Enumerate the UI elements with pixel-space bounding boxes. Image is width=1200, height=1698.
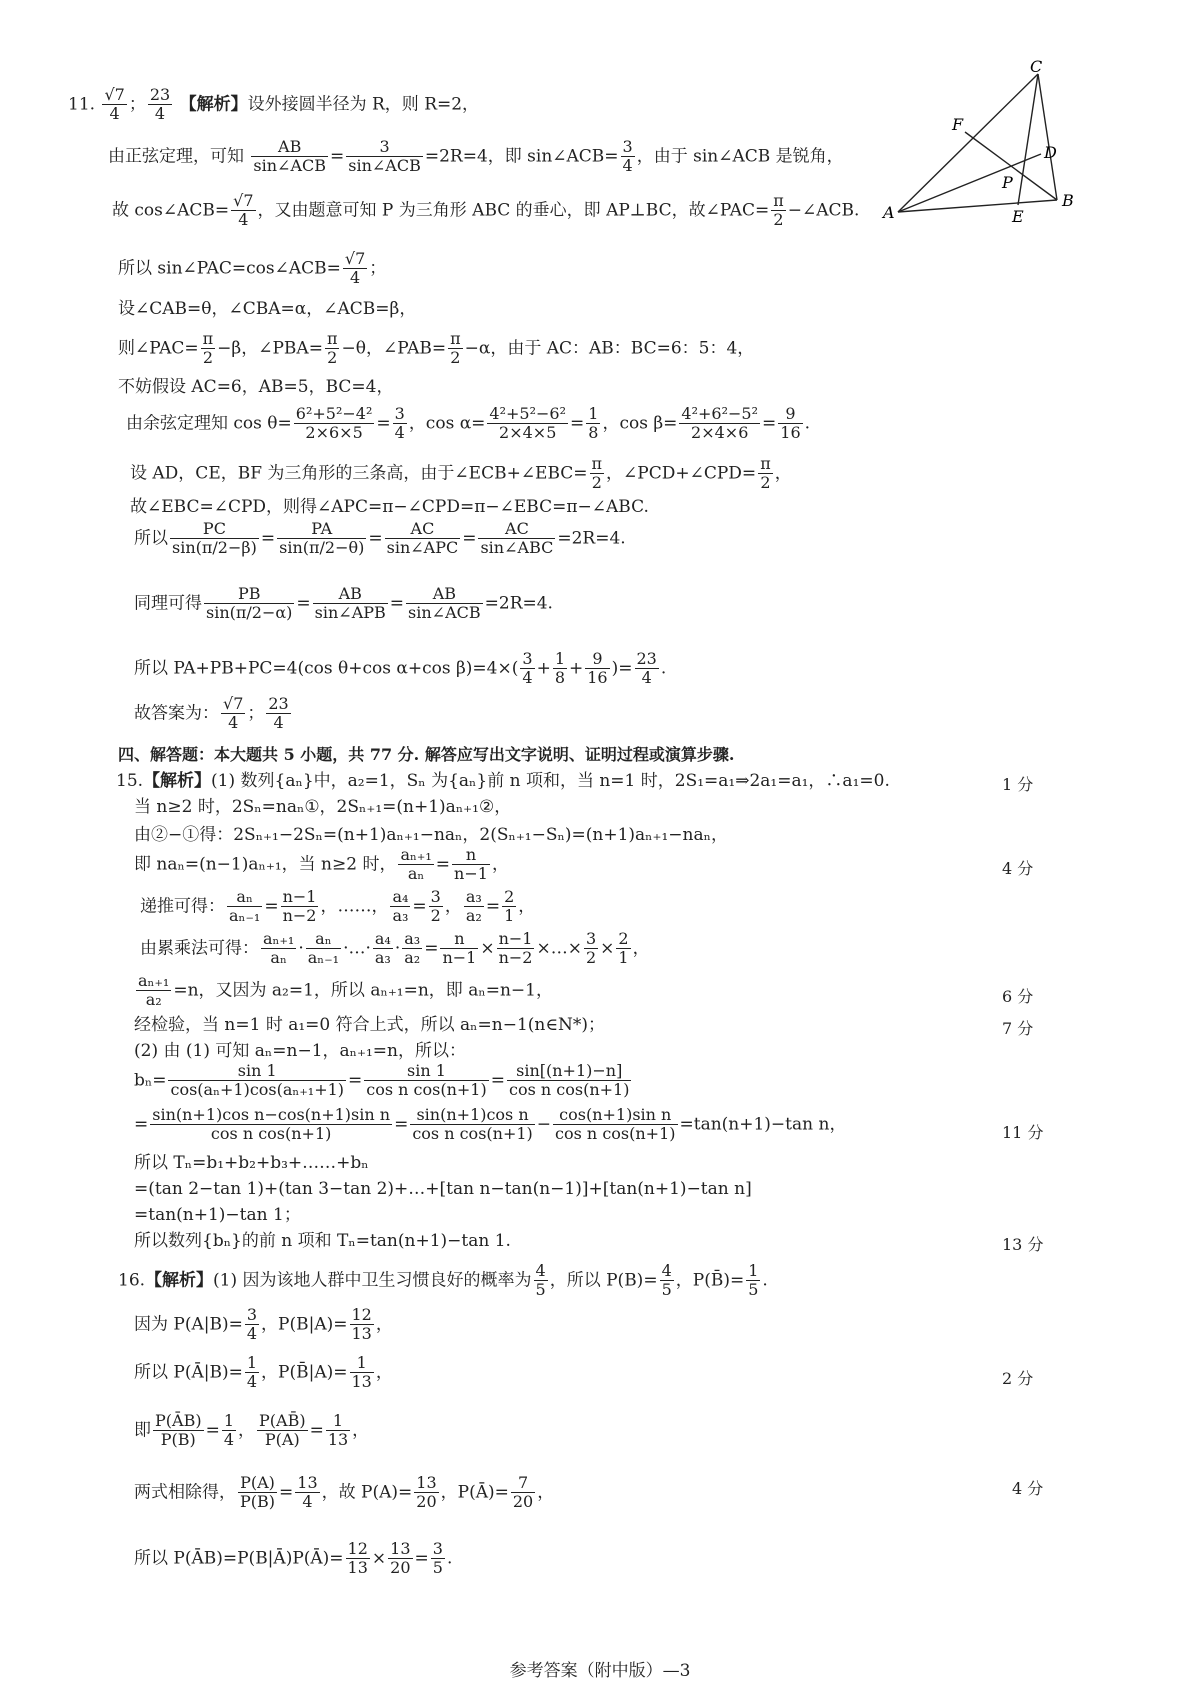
score-4: 4 分 bbox=[1002, 859, 1034, 878]
q15-line15: 所以数列{bₙ}的前 n 项和 Tₙ=tan(n+1)−tan 1. bbox=[134, 1231, 511, 1251]
q11-answer: 故答案为： $\frac{√7}{4}$ ； $\frac{23}{4}$ bbox=[134, 694, 289, 733]
q11-line10: 故∠EBC=∠CPD，则得∠APC=π−∠CPD=π−∠EBC=π−∠ABC. bbox=[130, 497, 649, 517]
q11-line13: 所以 PA+PB+PC=4(cos θ+cos α+cos β)=4×( $\frac{3}{4}$ + $\frac{1}{8}$ + $\frac{9}{16}$ )= $\frac{23}{4}$ . bbox=[134, 649, 667, 688]
q15-line8: 经检验，当 n=1 时 a₁=0 符合上式，所以 aₙ=n−1(n∈N*)； bbox=[134, 1015, 605, 1035]
q15-line10: bₙ= $\frac{\sin 1}{\text{cos(aₙ+1)cos(aₙ₊₁+1)}}$ = $\frac{\sin 1}{\text{cos n cos(n+1)}}$ = $\frac{\sin[(n+1)-n]}{\text{cos n cos(n+1)}}$ bbox=[134, 1061, 630, 1100]
q15-line9: (2) 由 (1) 可知 aₙ=n−1，aₙ₊₁=n，所以： bbox=[134, 1041, 466, 1061]
label-a: A bbox=[883, 203, 895, 222]
q15-line14: =tan(n+1)−tan 1； bbox=[134, 1205, 301, 1225]
label-c: C bbox=[1030, 60, 1043, 76]
side-cb bbox=[1038, 74, 1057, 200]
q15-line12: 所以 Tₙ=b₁+b₂+b₃+……+bₙ bbox=[134, 1153, 369, 1173]
q16-line5: 两式相除得， $\frac{P(A)}{P(B)}$ = $\frac{13}{4}$ ，故 P(A)= $\frac{13}{20}$ ，P(Ā)= $\frac{7}{20}$ ， bbox=[134, 1473, 555, 1512]
q15-line3: 由②−①得：2Sₙ₊₁−2Sₙ=(n+1)aₙ₊₁−naₙ，2(Sₙ₊₁−Sₙ)=(n+1)aₙ₊₁−naₙ， bbox=[134, 825, 728, 845]
q15-line2: 当 n≥2 时，2Sₙ=naₙ①，2Sₙ₊₁=(n+1)aₙ₊₁②， bbox=[134, 797, 512, 817]
q11-line6: 则∠PAC= $\frac{\pi}{2}$ −β，∠PBA= $\frac{\pi}{2}$ −θ，∠PAB= $\frac{\pi}{2}$ −α，由于 AC：AB：BC=6：5：4， bbox=[118, 329, 755, 368]
score-2: 2 分 bbox=[1002, 1369, 1034, 1388]
score-6: 6 分 bbox=[1002, 987, 1034, 1006]
label-b: B bbox=[1062, 191, 1074, 210]
label-e: E bbox=[1012, 207, 1024, 226]
q16-line2: 因为 P(A|B)= $\frac{3}{4}$ ，P(B|A)= $\frac{12}{13}$ ， bbox=[134, 1305, 393, 1344]
q15-line13: =(tan 2−tan 1)+(tan 3−tan 2)+…+[tan n−tan(n−1)]+[tan(n+1)−tan n] bbox=[134, 1179, 752, 1199]
altitude-ce bbox=[1018, 74, 1038, 205]
q11-line7: 不妨假设 AC=6，AB=5，BC=4， bbox=[118, 377, 394, 397]
score-11: 11 分 bbox=[1002, 1123, 1044, 1142]
q16-line6: 所以 P(ĀB)=P(B|Ā)P(Ā)= $\frac{12}{13}$ × $\frac{13}{20}$ = $\frac{3}{5}$ . bbox=[134, 1539, 453, 1578]
q11-line2: 由正弦定理，可知 $\frac{AB}{\text{sin∠ACB}}$ = $\frac{3}{\text{sin∠ACB}}$ =2R=4，即 sin∠ACB= $\frac{3}{4}$ ，由于 sin∠ACB 是锐角， bbox=[108, 137, 844, 176]
q15-line11: = $\frac{\text{sin(n+1)cos n−cos(n+1)sin n}}{\text{cos n cos(n+1)}}$ = $\frac{\text{sin(n+1)cos n}}{\text{cos n cos(n+1)}}$ − $\frac{\text{cos(n+1)sin n}}{\text{cos n cos(n+1)}}$ =tan(n+1)−tan n， bbox=[134, 1105, 847, 1144]
label-p: P bbox=[1002, 173, 1013, 192]
q11-line9: 设 AD，CE，BF 为三角形的三条高，由于∠ECB+∠EBC= $\frac{\pi}{2}$ ，∠PCD+∠CPD= $\frac{\pi}{2}$ ， bbox=[130, 454, 792, 493]
score-13: 13 分 bbox=[1002, 1235, 1044, 1254]
q11-line11: 所以 $\frac{PC}{\sin(\pi/2-\beta)}$ = $\frac{PA}{\sin(\pi/2-\theta)}$ = $\frac{AC}{\text{sin∠APC}}$ = $\frac{AC}{\text{sin∠ABC}}$ =2R=4. bbox=[134, 519, 626, 558]
q15-line7: $\frac{\text{aₙ₊₁}}{\text{a₂}}$ =n，又因为 a₂=1，所以 aₙ₊₁=n，即 aₙ=n−1， bbox=[138, 971, 553, 1010]
q15-line1: 15.【解析】(1) 数列{aₙ}中，a₂=1，Sₙ 为{aₙ}前 n 项和，当 n=1 时，2S₁=a₁⇒2a₁=a₁，∴a₁=0. bbox=[116, 771, 890, 791]
score-7: 7 分 bbox=[1002, 1019, 1034, 1038]
q15-line4: 即 naₙ=(n−1)aₙ₊₁，当 n≥2 时， $\frac{\text{aₙ₊₁}}{\text{aₙ}}$ = $\frac{n}{n-1}$ ， bbox=[134, 845, 509, 884]
q11-line4: 所以 sin∠PAC=cos∠ACB= $\frac{√7}{4}$ ； bbox=[118, 249, 387, 288]
label-d: D bbox=[1044, 143, 1057, 162]
page-footer: 参考答案（附中版）—3 bbox=[509, 1661, 691, 1681]
side-ac bbox=[898, 74, 1038, 212]
q11-line3: 故 cos∠ACB= $\frac{√7}{4}$ ，又由题意可知 P 为三角形 ABC 的垂心，即 AP⊥BC，故∠PAC= $\frac{\pi}{2}$ −∠ACB. bbox=[112, 191, 860, 230]
q16-line3: 所以 P(Ā|B)= $\frac{1}{4}$ ，P(B̄|A)= $\frac{1}{13}$ ， bbox=[134, 1353, 393, 1392]
q15-line6: 由累乘法可得： $\frac{\text{aₙ₊₁}}{\text{aₙ}}$ · $\frac{\text{aₙ}}{\text{aₙ₋₁}}$ ·…· $\frac{\text{a₄}}{\text{a₃}}$ · $\frac{\text{a₃}}{\text{a₂}}$ = $\frac{n}{n-1}$ × $\frac{n-1}{n-2}$ ×…× $\frac{3}{2}$ × $\frac{2}{1}$ ， bbox=[140, 929, 650, 968]
q11-header: 11. $\frac{√7}{4}$ ； $\frac{23}{4}$ 【解析】设外接圆半径为 R，则 R=2， bbox=[68, 85, 480, 124]
score-1: 1 分 bbox=[1002, 775, 1034, 794]
section-heading: 四、解答题：本大题共 5 小题，共 77 分. 解答应写出文字说明、证明过程或演算步骤. bbox=[118, 745, 735, 764]
q11-line5: 设∠CAB=θ，∠CBA=α，∠ACB=β， bbox=[118, 299, 417, 319]
score-4b: 4 分 bbox=[1012, 1479, 1044, 1498]
q16-line4: 即 $\frac{P(ĀB)}{P(B)}$ = $\frac{1}{4}$ ， $\frac{P(AB̄)}{P(A)}$ = $\frac{1}{13}$ ， bbox=[134, 1411, 370, 1450]
q16-line1: 16.【解析】(1) 因为该地人群中卫生习惯良好的概率为 $\frac{4}{5}$ ，所以 P(B)= $\frac{4}{5}$ ，P(B̄)= $\frac{1}{5}$ . bbox=[118, 1261, 768, 1300]
q15-line5: 递推可得： $\frac{\text{aₙ}}{\text{aₙ₋₁}}$ = $\frac{n-1}{n-2}$ ，……， $\frac{\text{a₄}}{\text{a₃}}$ = $\frac{3}{2}$ ， $\frac{\text{a₃}}{\text{a₂}}$ = $\frac{2}{1}$ ， bbox=[140, 887, 536, 926]
label-f: F bbox=[952, 115, 964, 134]
q11-line8: 由余弦定理知 cos θ= $\frac{\text{6²+5²−4²}}{2\times 6\times 5}$ = $\frac{3}{4}$ ，cos α= $\frac{\text{4²+5²−6²}}{2\times 4\times 5}$ = $\frac{1}{8}$ ，cos β= $\frac{\text{4²+6²−5²}}{2\times 4\times 6}$ = $\frac{9}{16}$ . bbox=[126, 404, 811, 443]
q11-line12: 同理可得 $\frac{PB}{\sin(\pi/2-\alpha)}$ = $\frac{AB}{\text{sin∠APB}}$ = $\frac{AB}{\text{sin∠ACB}}$ =2R=4. bbox=[134, 584, 553, 623]
triangle-figure bbox=[880, 60, 1080, 230]
